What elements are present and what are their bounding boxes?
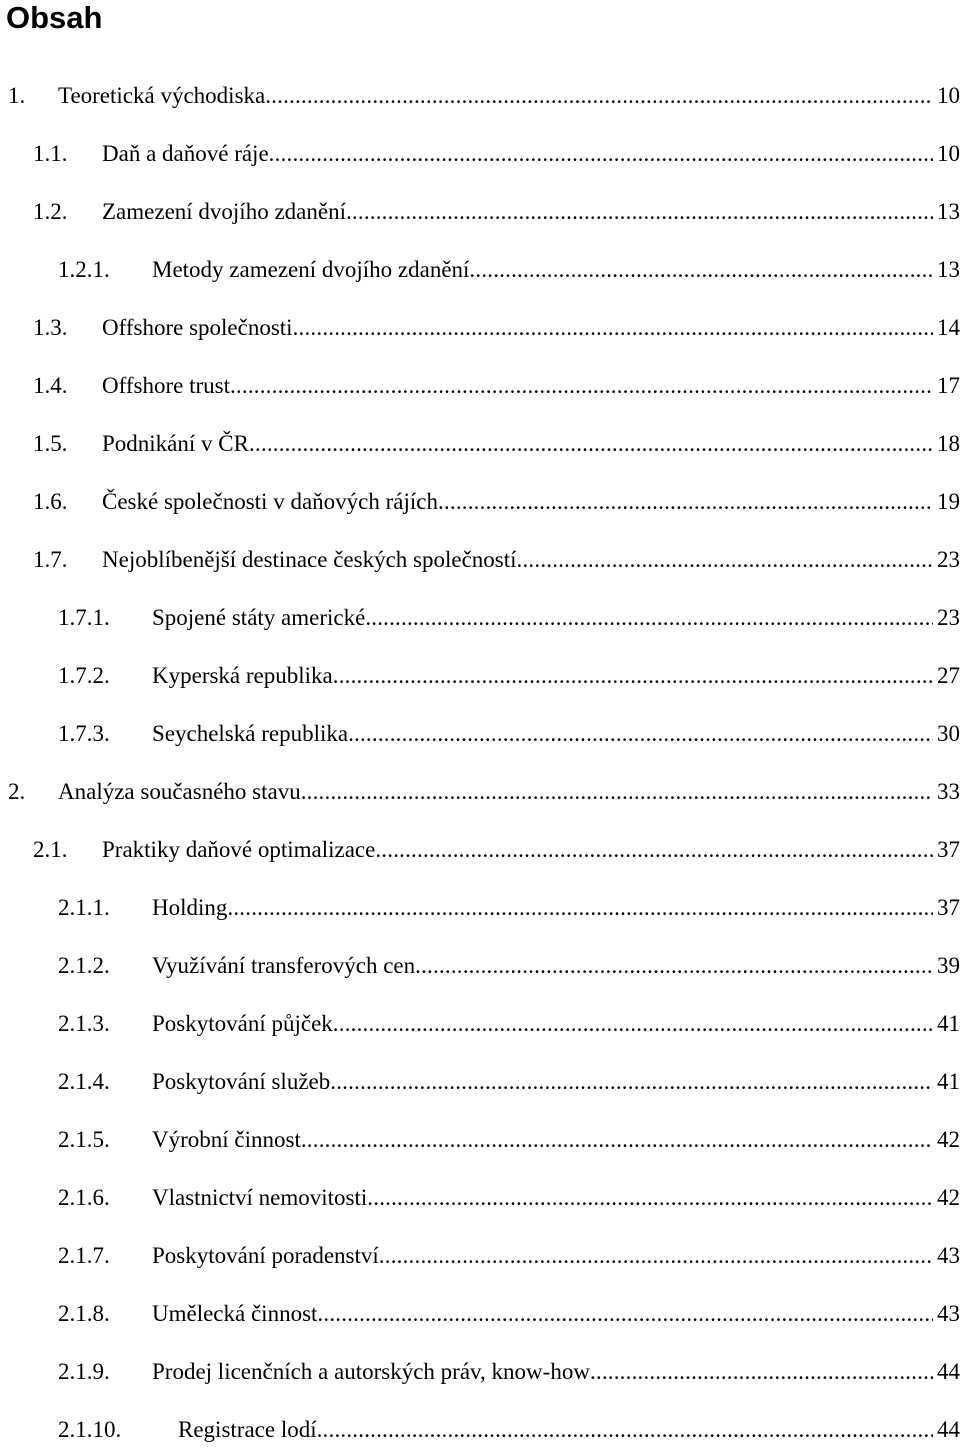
toc-entry-title: Zamezení dvojího zdanění (102, 199, 346, 224)
toc-entry-title: Poskytování poradenství (152, 1243, 379, 1268)
toc-entry-title: Umělecká činnost (152, 1301, 318, 1326)
toc-entry-page: 44 (937, 1359, 960, 1384)
toc-entry-title: Využívání transferových cen (152, 953, 416, 978)
toc-entry-page: 33 (937, 779, 960, 804)
toc-entry-page: 37 (937, 895, 960, 920)
toc-entry-page: 10 (937, 83, 960, 108)
toc-entry[interactable] (0, 543, 960, 577)
toc-entry-number: 2.1.5. (58, 1127, 110, 1152)
toc-entry-page: 18 (937, 431, 960, 456)
toc-entry[interactable] (0, 137, 960, 171)
toc-entry-title: Analýza současného stavu (58, 779, 301, 804)
toc-entry-number: 2.1.3. (58, 1011, 110, 1036)
toc-entry-number: 1.4. (33, 373, 68, 398)
toc-entry-title: Výrobní činnost (152, 1127, 301, 1152)
toc-leader-dots (348, 717, 933, 751)
toc-entry-page: 13 (937, 199, 960, 224)
toc-entry-title: Offshore trust (102, 373, 230, 398)
toc-leader-dots (346, 195, 933, 229)
toc-entry[interactable] (0, 1065, 960, 1099)
toc-entry-number: 1.3. (33, 315, 68, 340)
toc-leader-dots (293, 311, 933, 345)
toc-entry[interactable] (0, 311, 960, 345)
toc-entry-number: 1.7.3. (58, 721, 110, 746)
toc-entry-title: České společnosti v daňových rájích (102, 489, 438, 514)
toc-leader-dots (367, 1181, 933, 1215)
toc-entry-number: 2.1.2. (58, 953, 110, 978)
toc-leader-dots (333, 1007, 933, 1041)
toc-entry-title: Teoretická východiska (58, 83, 266, 108)
toc-leader-dots (301, 1123, 933, 1157)
toc-entry-title: Kyperská republika (152, 663, 333, 688)
toc-entry-page: 13 (937, 257, 960, 282)
toc-entry[interactable] (0, 369, 960, 403)
toc-entry-page: 42 (937, 1185, 960, 1210)
toc-entry-number: 1.2. (33, 199, 68, 224)
toc-leader-dots (301, 775, 933, 809)
toc-entry-title: Praktiky daňové optimalizace (102, 837, 376, 862)
toc-entry-title: Poskytování půjček (152, 1011, 333, 1036)
toc-entry-title: Metody zamezení dvojího zdanění (152, 257, 470, 282)
toc-entry-number: 2.1.6. (58, 1185, 110, 1210)
toc-entry-page: 27 (937, 663, 960, 688)
toc-entry-number: 1.2.1. (58, 257, 110, 282)
toc-entry[interactable] (0, 833, 960, 867)
toc-leader-dots (415, 949, 933, 983)
toc-leader-dots (590, 1355, 933, 1389)
page-title: Obsah (6, 0, 103, 35)
toc-leader-dots (375, 833, 933, 867)
toc-entry-number: 1.7.1. (58, 605, 110, 630)
toc-entry-page: 41 (937, 1069, 960, 1094)
toc-entry-title: Vlastnictví nemovitosti (152, 1185, 368, 1210)
toc-entry[interactable] (0, 427, 960, 461)
toc-entry-page: 14 (937, 315, 960, 340)
toc-entry-page: 42 (937, 1127, 960, 1152)
toc-entry-title: Registrace lodí (178, 1417, 317, 1442)
toc-entry-page: 41 (937, 1011, 960, 1036)
toc-entry-page: 10 (937, 141, 960, 166)
toc-entry-number: 1. (8, 83, 26, 108)
toc-entry-title: Prodej licenčních a autorských práv, know-how (152, 1359, 590, 1384)
toc-entry[interactable] (0, 1123, 960, 1157)
toc-entry-number: 1.6. (33, 489, 68, 514)
toc-entry-number: 1.5. (33, 431, 68, 456)
toc-entry[interactable] (0, 659, 960, 693)
toc-entry-title: Podnikání v ČR (102, 431, 249, 456)
toc-entry-page: 44 (937, 1417, 960, 1442)
toc-entry-number: 2.1. (33, 837, 68, 862)
toc-leader-dots (227, 891, 933, 925)
toc-leader-dots (230, 369, 933, 403)
toc-leader-dots (365, 601, 933, 635)
toc-entry-page: 43 (937, 1301, 960, 1326)
toc-entry[interactable] (0, 253, 960, 287)
toc-entry[interactable] (0, 949, 960, 983)
toc-leader-dots (249, 427, 933, 461)
toc-entry[interactable] (0, 1413, 960, 1447)
toc-entry[interactable] (0, 1181, 960, 1215)
toc-entry-page: 43 (937, 1243, 960, 1268)
toc-entry-page: 19 (937, 489, 960, 514)
toc-entry[interactable] (0, 1355, 960, 1389)
toc-leader-dots (330, 1065, 933, 1099)
toc-entry[interactable] (0, 79, 960, 113)
toc-entry-number: 2.1.10. (58, 1417, 122, 1442)
toc-entry-number: 2.1.8. (58, 1301, 110, 1326)
toc-entry-number: 2. (8, 779, 26, 804)
toc-entry-number: 2.1.9. (58, 1359, 110, 1384)
toc-entry-page: 30 (937, 721, 960, 746)
toc-leader-dots (265, 79, 933, 113)
toc-entry[interactable] (0, 485, 960, 519)
toc-entry-number: 2.1.1. (58, 895, 110, 920)
toc-entry-page: 23 (937, 547, 960, 572)
toc-leader-dots (333, 659, 933, 693)
toc-entry-title: Holding (152, 895, 228, 920)
toc-entry[interactable] (0, 775, 960, 809)
toc-entry-title: Poskytování služeb (152, 1069, 331, 1094)
toc-leader-dots (269, 137, 933, 171)
toc-entry-number: 2.1.7. (58, 1243, 110, 1268)
toc-entry[interactable] (0, 891, 960, 925)
toc-entry[interactable] (0, 195, 960, 229)
toc-entry-number: 1.7. (33, 547, 68, 572)
toc-leader-dots (469, 253, 933, 287)
toc-leader-dots (379, 1239, 933, 1273)
toc-entry-title: Spojené státy americké (152, 605, 366, 630)
toc-entry[interactable] (0, 1297, 960, 1331)
toc-entry[interactable] (0, 1239, 960, 1273)
toc-entry-page: 39 (937, 953, 960, 978)
toc-entry-title: Seychelská republika (152, 721, 349, 746)
toc-leader-dots (317, 1297, 933, 1331)
toc-entry-number: 1.7.2. (58, 663, 110, 688)
toc-entry-title: Daň a daňové ráje (102, 141, 269, 166)
toc-entry-page: 37 (937, 837, 960, 862)
toc-entry[interactable] (0, 1007, 960, 1041)
toc-leader-dots (517, 543, 933, 577)
toc-entry-number: 1.1. (33, 141, 68, 166)
toc-leader-dots (438, 485, 933, 519)
toc-entry-page: 23 (937, 605, 960, 630)
toc-leader-dots (317, 1413, 933, 1447)
toc-entry-page: 17 (937, 373, 960, 398)
toc-entry-number: 2.1.4. (58, 1069, 110, 1094)
toc-entry[interactable] (0, 601, 960, 635)
toc-entry-title: Offshore společnosti (102, 315, 293, 340)
toc-entry-title: Nejoblíbenější destinace českých společností (102, 547, 517, 572)
toc-entry[interactable] (0, 717, 960, 751)
